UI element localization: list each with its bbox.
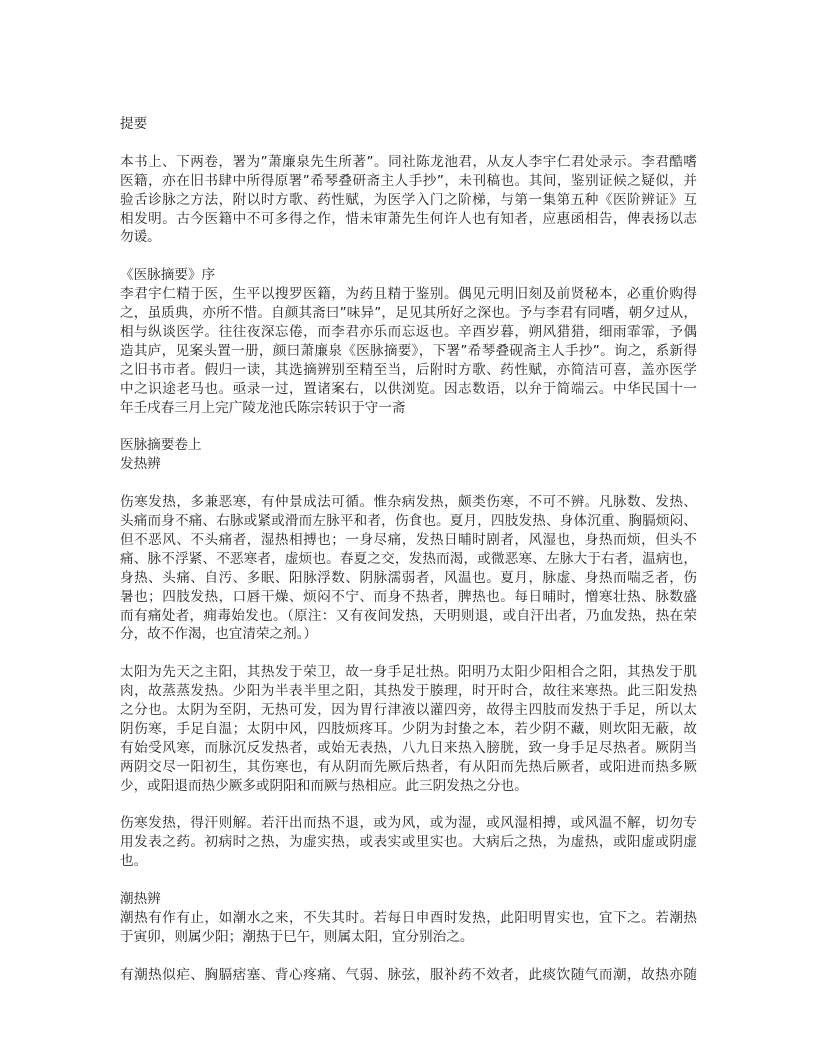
text-line: 太阳为先天之主阳，其热发于荣卫，故一身手足壮热。阳明乃太阳少阳相合之阳，其热发于肌: [120, 664, 697, 681]
summary-paragraph: [120, 153, 697, 248]
summary-heading-block: [120, 115, 697, 134]
text-line: 阴伤寒，手足自温；太阴中风，四肢烦疼耳。少阴为封蛰之本，若少阴不藏，则坎阳无蔽，故: [120, 720, 697, 737]
section-title-fever: 发热辨: [120, 456, 161, 473]
section-title-tidal-fever: 潮热辨: [120, 891, 161, 908]
text-line: 也。: [120, 853, 148, 870]
text-line: 之旧书市者。假归一读，其选摘辨别至精至当，后附时方歌、药性赋，亦简洁可喜，盖亦医学: [120, 361, 697, 378]
text-line: 肉，故蒸蒸发热。少阳为半表半里之阳，其热发于腠理，时开时合，故往来寒热。此三阳发热: [120, 683, 697, 700]
paragraph-cold-damage-fever: [120, 814, 697, 871]
text-line: 伤寒发热，多兼恶寒，有仲景成法可循。惟杂病发热，颇类伤寒，不可不辨。凡脉数、发热、: [120, 494, 697, 511]
volume-heading-block: [120, 436, 697, 474]
text-line: 痛、脉不浮紧、不恶寒者，虚烦也。春夏之交，发热而渴，或微恶寒、左脉大于右者，温病也，: [120, 550, 697, 567]
paragraph-yin-yang-fever: [120, 663, 697, 795]
paragraph-fever-types: [120, 493, 697, 644]
text-line: 年壬戌春三月上完广陵龙池氏陈宗转识于守一斋: [120, 399, 406, 416]
text-line: 验舌诊脉之方法，附以时方歌、药性赋，为医学入门之阶梯，与第一集第五种《医阶辨证》互: [120, 191, 697, 208]
text-line: 伤寒发热，得汗则解。若汗出而热不退，或为风，或为湿，或风湿相搏，或风温不解，切勿专: [120, 815, 697, 832]
text-line: 但不恶风、不头痛者，湿热相搏也；一身尽痛，发热日晡时剧者，风湿也，身热而烦，但头不: [120, 531, 697, 548]
text-line: 少，或阳退而热少厥多或阴阳和而厥与热相应。此三阴发热之分也。: [120, 777, 528, 794]
text-line: 潮热有作有止，如潮水之来，不失其时。若每日申酉时发热，此阳明胃实也，宜下之。若潮热: [120, 909, 697, 926]
text-line: 用发表之药。初病时之热，为虚实热，或表实或里实也。大病后之热，为虚热，或阳虚或阴虚: [120, 834, 697, 851]
volume-title: 医脉摘要卷上: [120, 437, 202, 454]
preface-section: [120, 266, 697, 417]
tidal-fever-section: [120, 890, 697, 947]
document-page: [120, 115, 697, 1003]
paragraph-tidal-fever-phlegm: [120, 966, 697, 985]
text-line: 之，虽质典，亦所不惜。自颜其斋曰”味异”，足见其所好之深也。予与李君有同嗜，朝夕过从，: [120, 305, 697, 322]
text-line: 而有痛处者，痈毒始发也。（原注：又有夜间发热，天明则退，或自汗出者，乃血发热，热在荣: [120, 607, 697, 624]
text-line: 于寅卯，则属少阳；潮热于巳午，则属太阳，宜分别治之。: [120, 928, 474, 945]
text-line: 本书上、下两卷，署为”萧廉泉先生所著”。同社陈龙池君，从友人李宇仁君处录示。李君酷嗜: [120, 153, 697, 170]
text-line: 之分也。太阴为至阴，无热可发，因为胃行津液以灌四旁，故得主四肢而发热于手足，所以太: [120, 702, 697, 719]
text-line: 暑也；四肢发热，口唇干燥、烦闷不宁、而身不热者，脾热也。每日晡时，憎寒壮热、脉数盛: [120, 588, 697, 605]
summary-title: 提要: [120, 116, 148, 132]
text-line: 有始受风寒，而脉沉反发热者，或始无表热，八九日来热入膀胱，致一身手足尽热者。厥阴当: [120, 739, 697, 756]
preface-paragraph: [120, 285, 697, 417]
text-line: 勿谖。: [120, 229, 161, 246]
text-line: 李君宇仁精于医，生平以搜罗医籍，为药且精于鉴别。偶见元明旧刻及前贤秘本，必重价购得: [120, 286, 697, 303]
text-line: 造其庐，见案头置一册，颜曰萧廉泉《医脉摘要》，下署”希琴叠砚斋主人手抄”。询之，系新得: [120, 342, 697, 359]
text-line: 相与纵谈医学。往往夜深忘倦，而李君亦乐而忘返也。辛酉岁暮，朔风猎猎，细雨霏霏，予偶: [120, 323, 697, 340]
text-line: 医籍，亦在旧书肆中所得原署”希琴叠研斋主人手抄”，未刊稿也。其间，鉴别证候之疑似，并: [120, 172, 697, 189]
text-line: 相发明。古今医籍中不可多得之作，惜未审萧先生何许人也有知者，应惠函相告，俾表扬以志: [120, 210, 697, 227]
text-line: 分，故不作渴，也宜清荣之剂。）: [120, 626, 318, 643]
text-line: 两阴交尽一阳初生，其伤寒也，有从阴而先厥后热者，有从阳而先热后厥者，或阳进而热多厥: [120, 758, 697, 775]
preface-title: 《医脉摘要》序: [120, 267, 216, 284]
paragraph-tidal-fever: [120, 909, 697, 947]
text-line: 头痛而身不痛、右脉或紧或滑而左脉平和者，伤食也。夏月，四肢发热、身体沉重、胸膈烦闷、: [120, 512, 697, 529]
text-line: 身热、头痛、自汚、多眠、阳脉浮数、阴脉濡弱者，风温也。夏月，脉虚、身热而喘乏者，伤: [120, 569, 697, 586]
text-line: 有潮热似疟、胸膈痞塞、背心疼痛、气弱、脉弦，服补药不效者，此痰饮随气而潮，故热亦随: [120, 966, 697, 983]
text-line: 中之识途老马也。亟录一过，置诸案右，以供浏览。因志数语，以弁于简端云。中华民国十一: [120, 380, 697, 397]
